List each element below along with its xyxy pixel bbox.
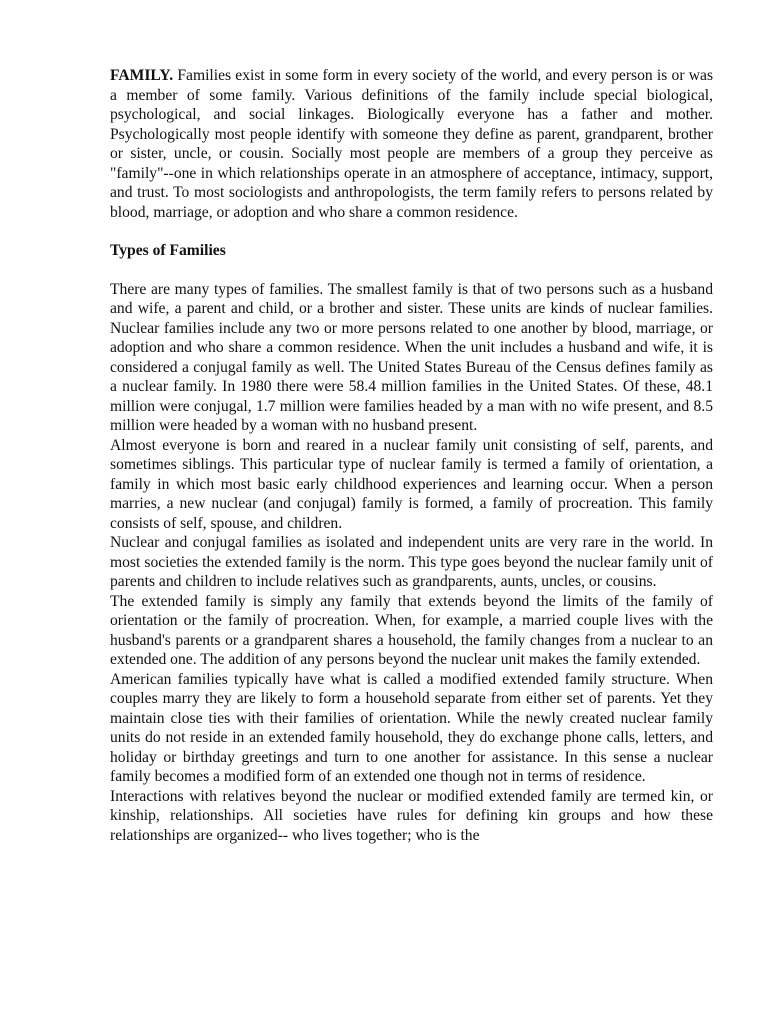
paragraph-american-families: American families typically have what is called a modified extended family structure. When couples marry they are likely to form a household separate from either set of parents. Yet they maintain close ties with their families of orientation. While the newly created nuclear family units do not reside in an extended family household, they do exchange phone calls, letters, and holiday or birthday greetings and turn to one another for assistance. In this sense a nuclear family becomes a modified form of an extended one though not in terms of residence.: [110, 670, 713, 785]
paragraph-types: There are many types of families. The smallest family is that of two persons such as a husband and wife, a parent and child, or a brother and sister. These units are kinds of nuclear families. Nuclear families include any two or more persons related to one another by blood, marriage, or adoption and who share a common residence. When the unit includes a husband and wife, it is considered a conjugal family as well. The United States Bureau of the Census defines family as a nuclear family. In 1980 there were 58.4 million families in the United States. Of these, 48.1 million were conjugal, 1.7 million were families headed by a man with no wife present, and 8.5 million were headed by a woman with no husband present.: [110, 280, 713, 434]
intro-lead-term: FAMILY.: [110, 67, 174, 84]
paragraph-orientation: Almost everyone is born and reared in a nuclear family unit consisting of self, parents, and sometimes siblings. This particular type of nuclear family is termed a family of orientation, a family in which most basic early childhood experiences and learning occur. When a person marries, a new nuclear (and conjugal) family is formed, a family of procreation. This family consists of self, spouse, and children.: [110, 436, 713, 532]
section-heading: Types of Families: [110, 242, 226, 259]
intro-paragraph: [110, 66, 713, 222]
paragraph-kinship: Interactions with relatives beyond the nuclear or modified extended family are termed kin, or kinship, relationships. All societies have rules for defining kin groups and how these relationships are organized-- who lives together; who is the: [110, 787, 713, 844]
paragraph-extended-norm: Nuclear and conjugal families as isolated and independent units are very rare in the world. In most societies the extended family is the norm. This type goes beyond the nuclear family unit of parents and children to include relatives such as grandparents, aunts, uncles, or cousins.: [110, 534, 713, 590]
document-page: [110, 66, 713, 845]
intro-text: Families exist in some form in every society of the world, and every person is or was a member of some family. Various definitions of the family include special biological, psychological, and social linkages. Biologically everyone has a father and mother. Psychologically most people identify with someone they define as parent, grandparent, brother or sister, uncle, or cousin. Socially most people are members of a group they perceive as "family"--one in which relationships operate in an atmosphere of acceptance, intimacy, support, and trust. To most sociologists and anthropologists, the term family refers to persons related by blood, marriage, or adoption and who share a common residence.: [110, 67, 714, 221]
paragraph-extended-definition: The extended family is simply any family that extends beyond the limits of the family of orientation or the family of procreation. When, for example, a married couple lives with the husband's parents or a grandparent shares a household, the family changes from a nuclear to an extended one. The addition of any persons beyond the nuclear unit makes the family extended.: [110, 592, 713, 668]
